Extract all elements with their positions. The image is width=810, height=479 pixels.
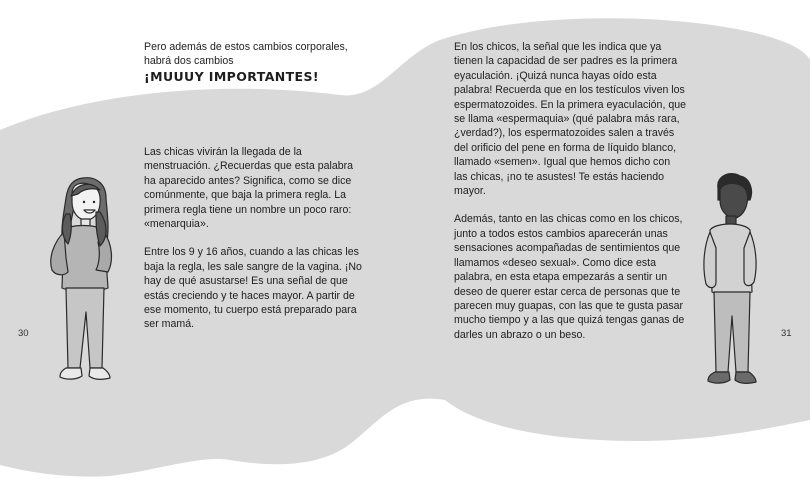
left-page-text xyxy=(144,145,366,332)
left-paragraph-2: Entre los 9 y 16 años, cuando a las chicas les baja la regla, les sale sangre de la vagina. ¡No hay de qué asustarse! Es una señal de que estás creciendo y te haces mayor. A partir de ese momento, tu cuerpo está preparado para ser mamá. xyxy=(144,246,362,331)
intro-line-2: habrá dos cambios xyxy=(144,55,234,68)
intro-line-1: Pero además de estos cambios corporales, xyxy=(144,41,348,53)
page-number-right: 31 xyxy=(781,328,792,339)
page-number-left: 30 xyxy=(18,328,29,339)
right-page-text xyxy=(454,40,686,342)
intro-block xyxy=(144,40,384,85)
right-paragraph-1: En los chicos, la señal que les indica que ya tienen la capacidad de ser padres es la primera eyaculación. ¡Quizá nunca hayas oído esta palabra! Recuerda que en los testículos viven los espermatozoides. En la primera eyaculación, que se llama «espermaquia» (qué palabra más rara, ¿verdad?), los espermatozoides salen a través del orificio del pene en forma de líquido blanco, llamado «semen». Igual que hemos dicho con las chicas, ¡no te asustes! Te estás haciendo mayor. xyxy=(454,41,687,198)
right-paragraph-2: Además, tanto en las chicas como en los chicos, junto a todos estos cambios aparecerán unas sensaciones acompañadas de sentimientos que llamamos «deseo sexual». Como dice esta palabra, en esta etapa empezarás a sentir un deseo de querer estar cerca de personas que te parecen muy guapas, con las que te gusta pasar mucho tiempo y a las que quizá tengas ganas de darles un abrazo o un beso. xyxy=(454,213,685,341)
girl-illustration xyxy=(38,172,128,390)
boy-illustration xyxy=(696,172,768,390)
intro-emphasis: ¡MUUUY IMPORTANTES! xyxy=(144,68,319,84)
left-paragraph-1: Las chicas vivirán la llegada de la menstruación. ¿Recuerdas que esta palabra ha aparecido antes? Significa, como se dice comúnmente, que baja la primera regla. La primera regla tiene un nombre un poco raro: «menarquia». xyxy=(144,146,354,231)
